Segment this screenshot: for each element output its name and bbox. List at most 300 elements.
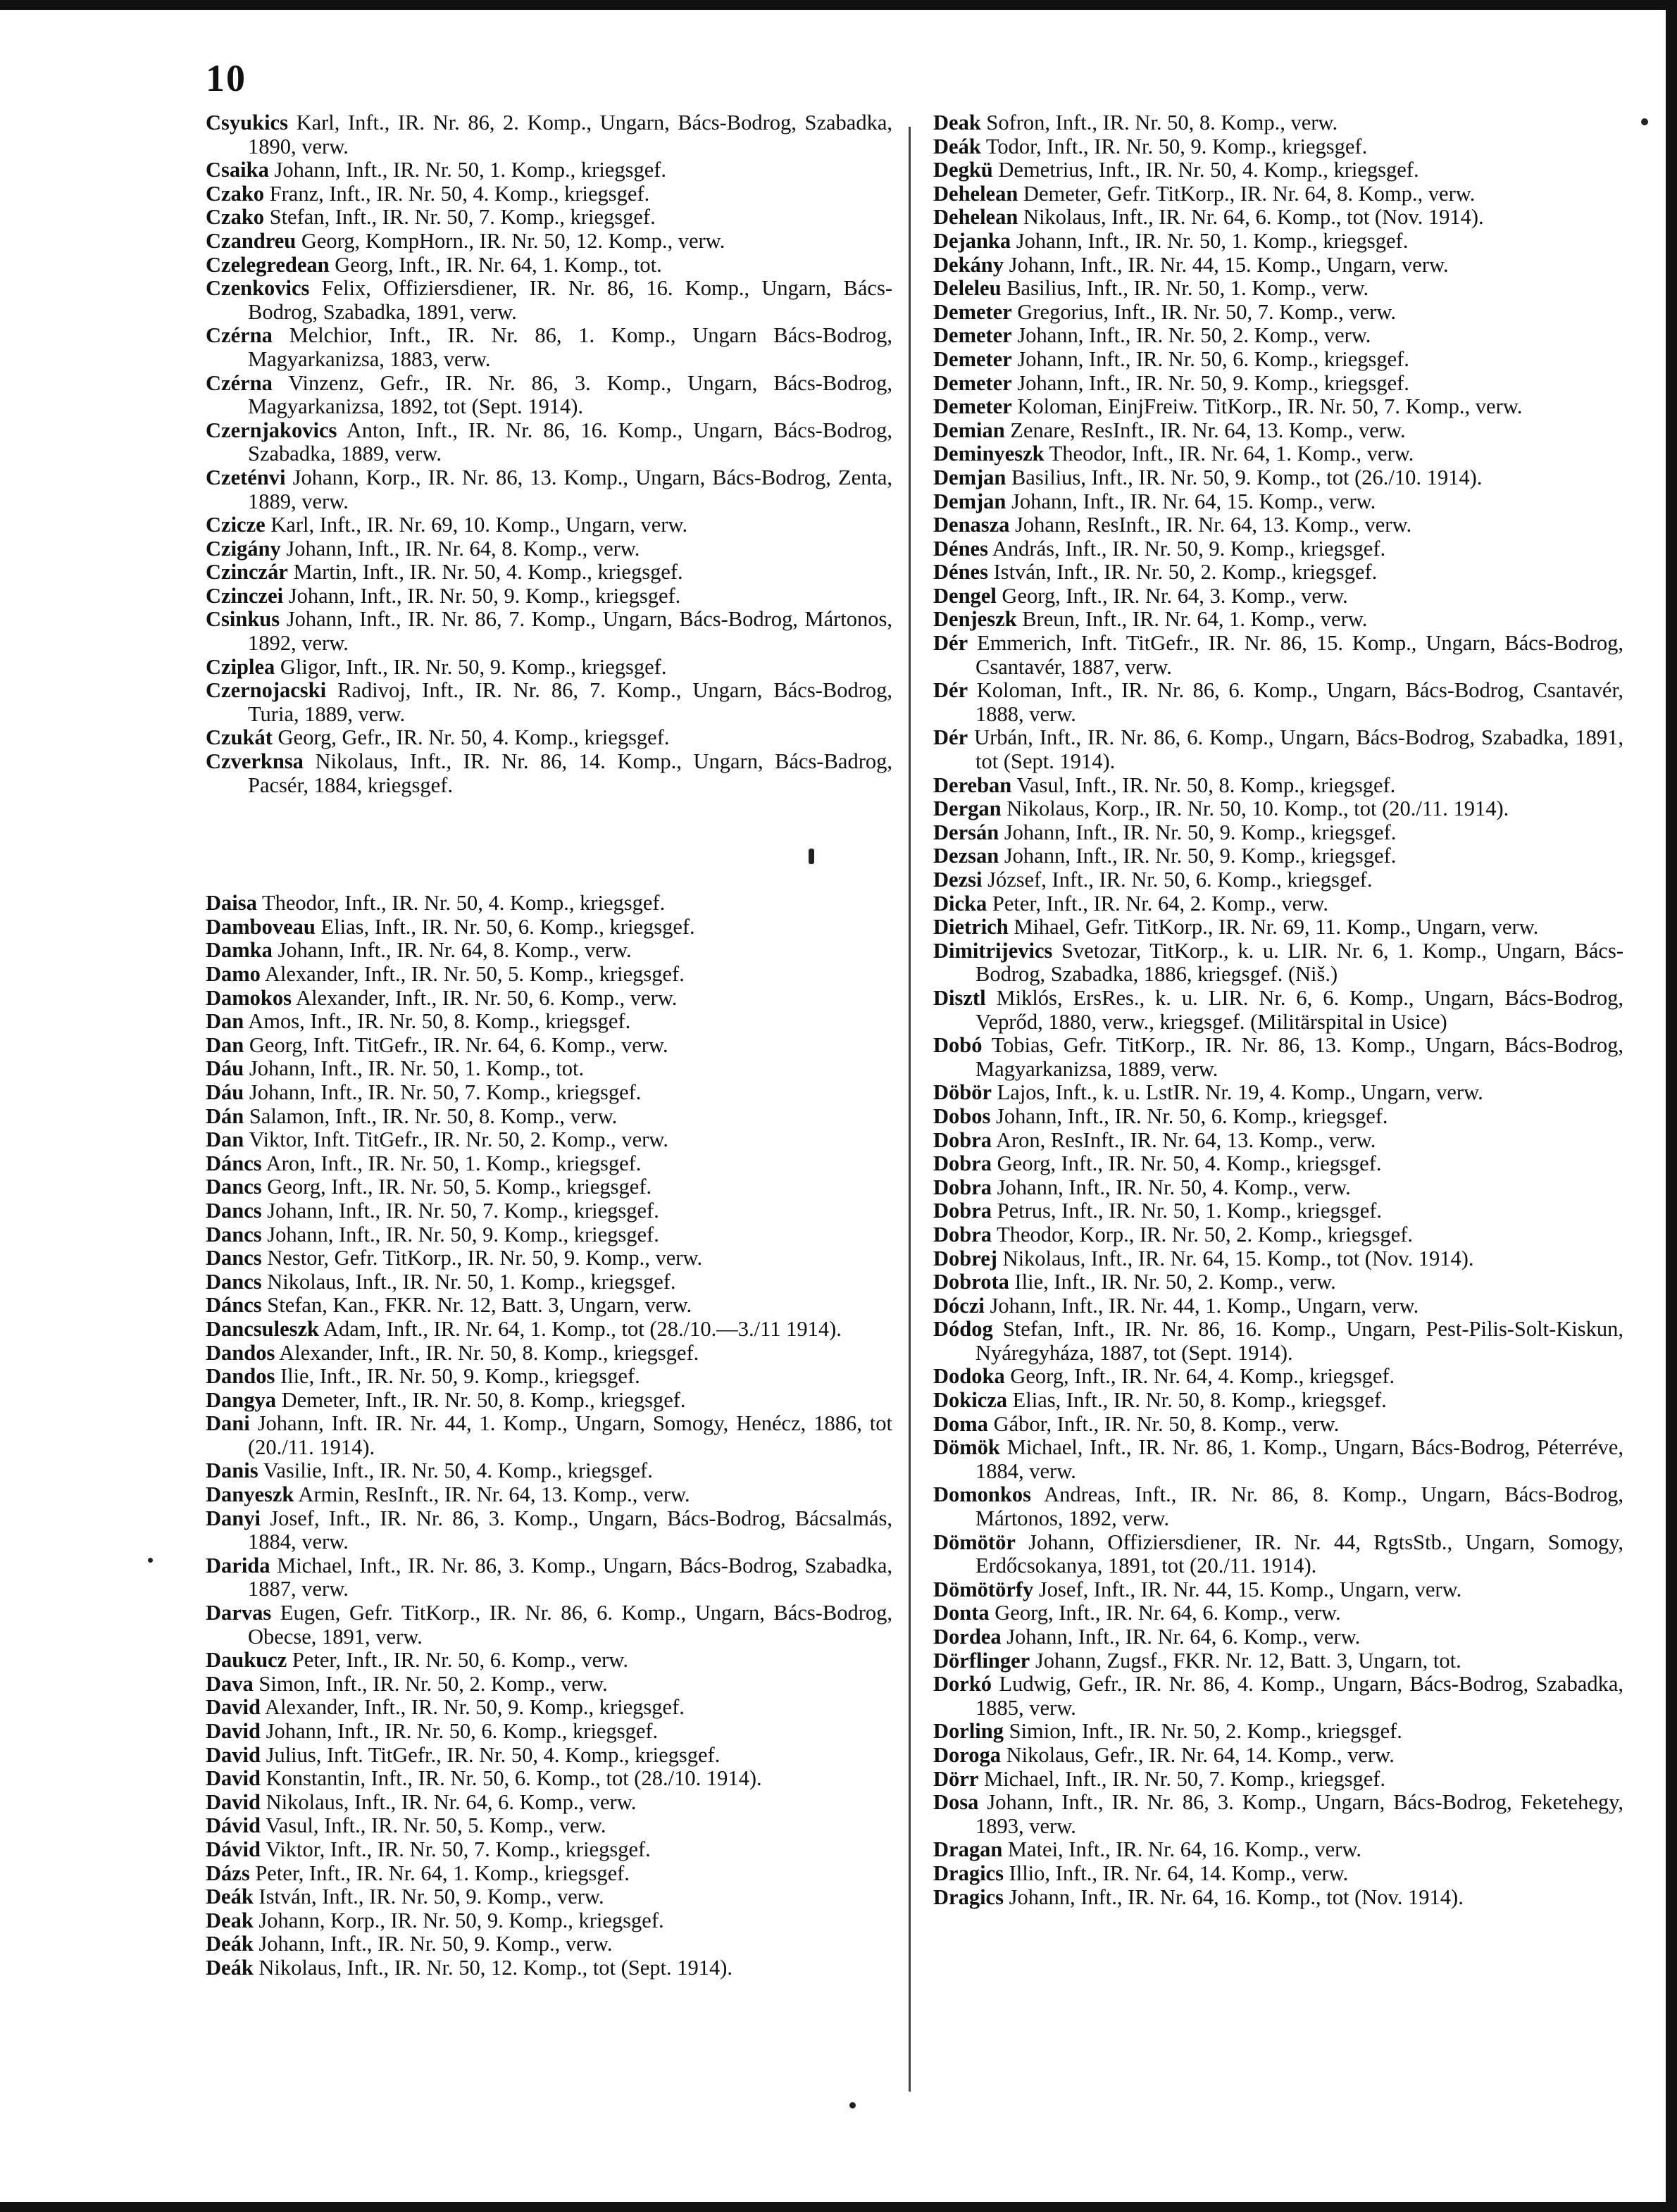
entry-surname: Demeter <box>933 299 1012 324</box>
casualty-entry <box>206 182 892 206</box>
entry-details: Lajos, Inft., k. u. LstIR. Nr. 19, 4. Komp., Ungarn, verw. <box>997 1080 1483 1105</box>
casualty-entry <box>206 585 892 608</box>
entry-surname: Darida <box>206 1553 270 1577</box>
casualty-entry <box>206 1152 892 1176</box>
casualty-entry <box>206 1696 892 1720</box>
entry-surname: Döbör <box>933 1080 992 1105</box>
casualty-entry <box>933 561 1623 585</box>
entry-details: Michael, Inft., IR. Nr. 86, 3. Komp., Ungarn, Bács-Bodrog, Szabadka, 1887, verw. <box>248 1553 892 1601</box>
entry-surname: David <box>206 1719 261 1743</box>
entry-surname: Dengel <box>933 583 997 608</box>
entry-surname: Dandos <box>206 1340 275 1365</box>
entry-details: Adam, Inft., IR. Nr. 64, 1. Komp., tot (28./10.—3./11 1914). <box>323 1316 842 1341</box>
entry-details: Tobias, Gefr. TitKorp., IR. Nr. 86, 13. Komp., Ungarn, Bács-Bodrog, Magyarkanizsa, 1889, verw. <box>975 1033 1623 1081</box>
entry-details: Aron, Inft., IR. Nr. 50, 1. Komp., kriegsgef. <box>266 1151 642 1175</box>
entry-surname: Dóczi <box>933 1293 985 1318</box>
entry-details: Urbán, Inft., IR. Nr. 86, 6. Komp., Ungarn, Bács-Bodrog, Szabadka, 1891, tot (Sept. 1914). <box>974 725 1623 774</box>
entry-surname: Daisa <box>206 891 257 916</box>
entry-details: Nestor, Gefr. TitKorp., IR. Nr. 50, 9. Komp., verw. <box>267 1246 703 1270</box>
entry-surname: Dénes <box>933 536 988 561</box>
entry-surname: Dobó <box>933 1033 983 1058</box>
entry-surname: Dergan <box>933 796 1002 821</box>
entry-surname: Dosa <box>933 1790 979 1815</box>
entry-surname: Denjeszk <box>933 607 1017 632</box>
casualty-entry <box>933 1673 1623 1720</box>
entry-surname: Dömötörfy <box>933 1577 1034 1601</box>
casualty-entry <box>206 1412 892 1459</box>
casualty-entry <box>206 1342 892 1366</box>
entry-details: Johann, Inft., IR. Nr. 50, 2. Komp., verw. <box>1017 323 1371 348</box>
entry-details: Melchior, Inft., IR. Nr. 86, 1. Komp., Ungarn Bács-Bodrog, Magyarkanizsa, 1883, verw. <box>248 323 893 371</box>
entry-details: Johann, Inft., IR. Nr. 44, 1. Komp., Ungarn, verw. <box>990 1293 1419 1318</box>
entry-surname: Czernojacski <box>206 678 327 703</box>
casualty-entry <box>206 1649 892 1673</box>
entry-surname: Czernjakovics <box>206 418 337 442</box>
casualty-entry <box>206 158 892 182</box>
entry-surname: Demeter <box>933 346 1012 371</box>
entry-surname: Dancsuleszk <box>206 1316 319 1341</box>
entry-surname: Deák <box>206 1955 254 1980</box>
entry-surname: Dáncs <box>206 1151 262 1175</box>
casualty-entry <box>206 1318 892 1342</box>
entry-details: Vasul, Inft., IR. Nr. 50, 5. Komp., verw. <box>266 1813 606 1838</box>
casualty-entry <box>933 135 1623 159</box>
entry-details: Georg, Inft., IR. Nr. 50, 4. Komp., kriegsgef. <box>997 1151 1382 1176</box>
entry-surname: Dereban <box>933 773 1012 797</box>
casualty-entry <box>933 1223 1623 1247</box>
entry-surname: Dandos <box>206 1364 275 1389</box>
entry-details: Johann, Inft., IR. Nr. 50, 7. Komp., kriegsgef. <box>249 1080 642 1104</box>
casualty-entry <box>206 1081 892 1105</box>
entry-details: Theodor, Inft., IR. Nr. 64, 1. Komp., verw. <box>1049 442 1414 466</box>
entry-details: Georg, Inft., IR. Nr. 64, 1. Komp., tot. <box>335 252 662 277</box>
casualty-entry <box>206 1554 892 1601</box>
entry-details: Stefan, Kan., FKR. Nr. 12, Batt. 3, Ungarn, verw. <box>267 1293 692 1318</box>
casualty-entry <box>206 1270 892 1294</box>
casualty-entry <box>206 206 892 230</box>
casualty-entry <box>206 1128 892 1152</box>
entry-details: Johann, Inft., IR. Nr. 50, 6. Komp., kriegsgef. <box>995 1104 1388 1128</box>
casualty-entry <box>933 1176 1623 1200</box>
entry-details: Georg, Inft., IR. Nr. 50, 5. Komp., kriegsgef. <box>267 1175 652 1199</box>
entry-surname: Cziplea <box>206 654 275 679</box>
casualty-entry <box>206 1483 892 1507</box>
entry-details: Josef, Inft., IR. Nr. 86, 3. Komp., Ungarn, Bács-Bodrog, Bácsalmás, 1884, verw. <box>248 1506 892 1554</box>
casualty-entry <box>933 1791 1623 1838</box>
casualty-entry <box>206 1175 892 1199</box>
entry-surname: Denasza <box>933 513 1010 537</box>
casualty-entry <box>206 372 892 419</box>
entry-details: Vinzenz, Gefr., IR. Nr. 86, 3. Komp., Ungarn, Bács-Bodrog, Magyarkanizsa, 1892, tot (Sept. 1914). <box>248 370 892 419</box>
entry-surname: Deák <box>933 134 981 158</box>
entry-surname: Deak <box>933 111 981 135</box>
entry-surname: Czukát <box>206 725 273 750</box>
entry-surname: Dekány <box>933 252 1004 277</box>
casualty-entry <box>206 1010 892 1034</box>
entry-details: Alexander, Inft., IR. Nr. 50, 9. Komp., kriegsgef. <box>264 1695 685 1720</box>
entry-details: Johann, Inft., IR. Nr. 50, 9. Komp., kriegsgef. <box>1004 844 1397 868</box>
entry-details: Todor, Inft., IR. Nr. 50, 9. Komp., kriegsgef. <box>985 134 1368 158</box>
entry-details: Johann, Korp., IR. Nr. 86, 13. Komp., Ungarn, Bács-Bodrog, Zenta, 1889, verw. <box>248 465 893 513</box>
entry-details: Georg, Inft., IR. Nr. 64, 6. Komp., verw. <box>995 1601 1341 1625</box>
casualty-entry <box>206 1956 892 1980</box>
entry-surname: Donta <box>933 1601 990 1625</box>
entry-details: Demeter, Inft., IR. Nr. 50, 8. Komp., kriegsgef. <box>281 1387 686 1412</box>
casualty-entry <box>206 916 892 939</box>
entry-details: Johann, Inft., IR. Nr. 64, 8. Komp., verw. <box>278 938 632 963</box>
entry-surname: Czeténvi <box>206 465 286 489</box>
entry-surname: Dimitrijevics <box>933 938 1053 963</box>
entry-details: Georg, Inft. TitGefr., IR. Nr. 64, 6. Komp., verw. <box>249 1032 668 1057</box>
entry-details: Martin, Inft., IR. Nr. 50, 4. Komp., kriegsgef. <box>293 560 683 585</box>
entry-surname: Dörflinger <box>933 1648 1030 1673</box>
entry-surname: Danis <box>206 1458 258 1483</box>
casualty-entry <box>933 585 1623 608</box>
casualty-entry <box>933 1247 1623 1271</box>
entry-details: Alexander, Inft., IR. Nr. 50, 8. Komp., kriegsgef. <box>279 1340 699 1365</box>
casualty-entry <box>206 513 892 537</box>
casualty-entry <box>206 1932 892 1956</box>
entry-surname: Dobra <box>933 1222 992 1246</box>
casualty-entry <box>933 1483 1623 1530</box>
entry-surname: Dodoka <box>933 1364 1005 1389</box>
entry-surname: Dokicza <box>933 1388 1008 1413</box>
entry-details: Johann, Zugsf., FKR. Nr. 12, Batt. 3, Ungarn, tot. <box>1035 1648 1461 1673</box>
casualty-entry <box>933 1152 1623 1176</box>
casualty-entry <box>933 844 1623 868</box>
entry-surname: Dobos <box>933 1104 991 1128</box>
casualty-entry <box>933 1720 1623 1744</box>
casualty-entry <box>206 1459 892 1483</box>
casualty-entry <box>206 230 892 254</box>
entry-details: András, Inft., IR. Nr. 50, 9. Komp., kriegsgef. <box>992 536 1386 561</box>
entry-details: Johann, Offiziersdiener, IR. Nr. 44, RgtsStb., Ungarn, Somogy, Erdőcsokanya, 1891, tot (20./11. 1914). <box>975 1530 1624 1578</box>
casualty-entry <box>933 513 1623 537</box>
entry-surname: Damboveau <box>206 914 316 939</box>
entry-details: Vasul, Inft., IR. Nr. 50, 8. Komp., kriegsgef. <box>1016 773 1396 797</box>
entry-details: Gábor, Inft., IR. Nr. 50, 8. Komp., verw. <box>993 1411 1340 1436</box>
entry-surname: Deak <box>206 1908 254 1932</box>
casualty-entry <box>206 537 892 561</box>
casualty-entry <box>206 1246 892 1270</box>
entry-surname: Dáncs <box>206 1293 262 1318</box>
casualty-entry <box>206 679 892 726</box>
casualty-entry <box>206 1294 892 1318</box>
casualty-entry <box>933 1768 1623 1792</box>
entry-details: Illio, Inft., IR. Nr. 64, 14. Komp., verw. <box>1009 1861 1349 1885</box>
casualty-entry <box>933 1436 1623 1483</box>
casualty-entry <box>933 608 1623 632</box>
entry-details: Demetrius, Inft., IR. Nr. 50, 4. Komp., kriegsgef. <box>998 158 1419 182</box>
entry-details: Johann, Inft., IR. Nr. 50, 6. Komp., kriegsgef. <box>266 1719 659 1743</box>
entry-surname: Demjan <box>933 489 1006 513</box>
casualty-entry <box>933 1531 1623 1578</box>
entry-details: Peter, Inft., IR. Nr. 64, 2. Komp., verw. <box>992 891 1328 916</box>
entry-details: Johann, Inft., IR. Nr. 50, 4. Komp., verw. <box>997 1175 1351 1199</box>
entry-surname: Demeter <box>933 323 1012 348</box>
entry-details: Georg, Inft., IR. Nr. 64, 3. Komp., verw. <box>1002 583 1348 608</box>
casualty-entry <box>206 892 892 916</box>
entry-surname: Deák <box>206 1932 254 1956</box>
entry-details: Matei, Inft., IR. Nr. 64, 16. Komp., verw. <box>1007 1837 1361 1862</box>
casualty-entry <box>933 1365 1623 1389</box>
casualty-entry <box>933 868 1623 892</box>
casualty-entry <box>933 230 1623 254</box>
entry-details: Aron, ResInft., IR. Nr. 64, 13. Komp., verw. <box>995 1127 1376 1152</box>
entry-details: Theodor, Inft., IR. Nr. 50, 4. Komp., kriegsgef. <box>261 891 666 916</box>
casualty-entry <box>206 656 892 680</box>
entry-details: Peter, Inft., IR. Nr. 64, 1. Komp., kriegsgef. <box>255 1861 630 1885</box>
entry-details: Georg, Gefr., IR. Nr. 50, 4. Komp., kriegsgef. <box>278 725 670 750</box>
casualty-entry <box>206 939 892 963</box>
casualty-entry <box>206 277 892 324</box>
entry-details: Johann, Inft., IR. Nr. 50, 1. Komp., kriegsgef. <box>274 158 667 182</box>
casualty-entry <box>933 1199 1623 1223</box>
entry-details: Johann, Inft., IR. Nr. 44, 15. Komp., Ungarn, verw. <box>1009 252 1449 277</box>
entry-surname: Dér <box>933 631 968 656</box>
entry-surname: Dehelean <box>933 181 1018 206</box>
entry-surname: Dancs <box>206 1269 262 1294</box>
entry-surname: Deleleu <box>933 276 1002 301</box>
casualty-entry <box>933 1649 1623 1673</box>
casualty-entry <box>933 442 1623 466</box>
casualty-entry <box>933 277 1623 301</box>
casualty-entry <box>933 372 1623 396</box>
entry-surname: Dancs <box>206 1222 262 1246</box>
entry-details: Nikolaus, Inft., IR. Nr. 50, 1. Komp., kriegsgef. <box>267 1269 676 1294</box>
entry-details: Mihael, Gefr. TitKorp., IR. Nr. 69, 11. Komp., Ungarn, verw. <box>1014 915 1539 939</box>
entry-details: Johann, ResInft., IR. Nr. 64, 13. Komp., verw. <box>1015 513 1412 537</box>
entry-surname: Dancs <box>206 1246 262 1270</box>
entry-details: Gregorius, Inft., IR. Nr. 50, 7. Komp., verw. <box>1017 299 1396 324</box>
entry-surname: Damo <box>206 962 261 986</box>
entry-surname: Czinczei <box>206 583 284 608</box>
casualty-entry <box>933 1413 1623 1437</box>
column-divider <box>909 127 911 2092</box>
casualty-entry <box>206 1885 892 1909</box>
entry-details: Karl, Inft., IR. Nr. 69, 10. Komp., Ungarn, verw. <box>270 513 688 537</box>
entry-details: Breun, Inft., IR. Nr. 64, 1. Komp., verw. <box>1022 607 1368 632</box>
entry-surname: Dobra <box>933 1127 992 1152</box>
casualty-entry <box>933 182 1623 206</box>
casualty-entry <box>206 750 892 797</box>
casualty-entry <box>933 1129 1623 1153</box>
casualty-entry <box>206 1199 892 1223</box>
entry-details: Anton, Inft., IR. Nr. 86, 16. Komp., Ungarn, Bács-Bodrog, Szabadka, 1889, verw. <box>248 418 892 466</box>
entry-surname: Dódog <box>933 1317 993 1342</box>
entry-details: Nikolaus, Inft., IR. Nr. 50, 12. Komp., tot (Sept. 1914). <box>258 1955 733 1980</box>
entry-surname: Dicka <box>933 891 987 916</box>
casualty-entry <box>206 1767 892 1791</box>
entry-surname: Czako <box>206 181 265 206</box>
entry-surname: Danyi <box>206 1506 261 1530</box>
entry-surname: Dobrej <box>933 1246 997 1270</box>
casualty-entry <box>206 254 892 277</box>
entry-surname: Dan <box>206 1127 244 1152</box>
entry-details: Basilius, Inft., IR. Nr. 50, 9. Komp., tot (26./10. 1914). <box>1011 465 1483 489</box>
casualty-entry <box>933 939 1623 987</box>
entry-details: Josef, Inft., IR. Nr. 44, 15. Komp., Ungarn, verw. <box>1038 1577 1462 1601</box>
entry-details: Nikolaus, Inft., IR. Nr. 86, 14. Komp., Ungarn, Bács-Badrog, Pacsér, 1884, kriegsgef. <box>248 749 892 797</box>
entry-details: Salamon, Inft., IR. Nr. 50, 8. Komp., verw. <box>249 1104 618 1128</box>
entry-surname: Dani <box>206 1411 250 1436</box>
ink-speck <box>148 1558 153 1563</box>
entry-surname: Dénes <box>933 560 988 585</box>
entry-surname: Dancs <box>206 1175 262 1199</box>
entry-details: Johann, Inft., IR. Nr. 50, 1. Komp., kriegsgef. <box>1016 228 1409 253</box>
entry-details: Ludwig, Gefr., IR. Nr. 86, 4. Komp., Ungarn, Bács-Bodrog, Szabadka, 1885, verw. <box>975 1672 1624 1720</box>
entry-details: Johann, Inft., IR. Nr. 50, 9. Komp., kriegsgef. <box>288 583 681 608</box>
entry-surname: Czigány <box>206 536 281 561</box>
entry-surname: Dáu <box>206 1056 244 1081</box>
scan-border-top <box>0 0 1677 10</box>
entry-details: Johann, Inft., IR. Nr. 86, 3. Komp., Ungarn, Bács-Bodrog, Feketehegy, 1893, verw. <box>975 1790 1624 1838</box>
entry-details: Viktor, Inft. TitGefr., IR. Nr. 50, 2. Komp., verw. <box>249 1127 668 1152</box>
entry-details: József, Inft., IR. Nr. 50, 6. Komp., kriegsgef. <box>987 868 1373 892</box>
entry-details: Basilius, Inft., IR. Nr. 50, 1. Komp., verw. <box>1006 276 1369 301</box>
entry-details: Miklós, ErsRes., k. u. LIR. Nr. 6, 6. Komp., Ungarn, Bács-Bodrog, Veprőd, 1880, verw., kriegsgef. (Militärspital in Usice) <box>975 985 1624 1034</box>
casualty-entry <box>206 324 892 371</box>
casualty-entry <box>933 1270 1623 1294</box>
entry-details: Stefan, Inft., IR. Nr. 50, 7. Komp., kriegsgef. <box>269 205 656 230</box>
entry-surname: Dávid <box>206 1813 261 1838</box>
entry-details: Johann, Inft., IR. Nr. 50, 9. Komp., kriegsgef. <box>1004 820 1397 844</box>
entry-details: Johann, Inft., IR. Nr. 86, 7. Komp., Ungarn, Bács-Bodrog, Mártonos, 1892, verw. <box>248 607 893 656</box>
entry-details: Eugen, Gefr. TitKorp., IR. Nr. 86, 6. Komp., Ungarn, Bács-Bodrog, Obecse, 1891, verw. <box>248 1601 893 1649</box>
entry-details: Svetozar, TitKorp., k. u. LIR. Nr. 6, 1. Komp., Ungarn, Bács-Bodrog, Szabadka, 1886, kriegsgef. (Niš.) <box>975 938 1623 987</box>
section-gap <box>206 797 892 892</box>
casualty-entry <box>206 1507 892 1554</box>
entry-surname: Czako <box>206 205 265 230</box>
entry-surname: Dorkó <box>933 1672 992 1697</box>
casualty-entry <box>206 1389 892 1413</box>
entry-surname: Demeter <box>933 370 1012 395</box>
entry-details: Gligor, Inft., IR. Nr. 50, 9. Komp., kriegsgef. <box>280 654 667 679</box>
casualty-entry <box>933 726 1623 773</box>
entry-surname: Czérna <box>206 323 273 348</box>
left-column <box>206 111 892 1980</box>
entry-details: Demeter, Gefr. TitKorp., IR. Nr. 64, 8. Komp., verw. <box>1023 181 1476 206</box>
ink-speck <box>1641 118 1648 125</box>
casualty-entry <box>933 419 1623 443</box>
casualty-entry <box>206 561 892 585</box>
entry-details: Ilie, Inft., IR. Nr. 50, 2. Komp., verw. <box>1014 1270 1336 1294</box>
casualty-entry <box>206 987 892 1011</box>
casualty-entry <box>933 797 1623 821</box>
entry-surname: Dan <box>206 1009 244 1034</box>
entry-surname: Dordea <box>933 1625 1002 1649</box>
entry-surname: Degkü <box>933 158 993 182</box>
entry-surname: Dobrota <box>933 1270 1009 1294</box>
entry-surname: Dragics <box>933 1861 1004 1885</box>
entry-surname: Czicze <box>206 513 266 537</box>
entry-details: Nikolaus, Inft., IR. Nr. 64, 15. Komp., tot (Nov. 1914). <box>1002 1246 1474 1270</box>
entry-details: Johann, Inft., IR. Nr. 50, 9. Komp., verw. <box>258 1932 613 1956</box>
ink-speck <box>849 2102 856 2108</box>
entry-surname: Disztl <box>933 985 986 1010</box>
casualty-entry <box>933 395 1623 419</box>
casualty-entry <box>206 1791 892 1815</box>
casualty-entry <box>206 1909 892 1933</box>
entry-surname: Demjan <box>933 465 1006 489</box>
entry-surname: Czérna <box>206 370 273 395</box>
casualty-entry <box>206 1673 892 1697</box>
entry-surname: Czverknsa <box>206 749 304 774</box>
entry-details: Georg, Inft., IR. Nr. 64, 4. Komp., kriegsgef. <box>1010 1364 1395 1389</box>
casualty-entry <box>933 1105 1623 1129</box>
entry-details: Nikolaus, Korp., IR. Nr. 50, 10. Komp., tot (20./11. 1914). <box>1006 796 1509 821</box>
entry-surname: Demeter <box>933 394 1012 419</box>
entry-details: Zenare, ResInft., IR. Nr. 64, 13. Komp., verw. <box>1010 418 1406 442</box>
entry-details: Simon, Inft., IR. Nr. 50, 2. Komp., verw. <box>258 1671 608 1696</box>
casualty-entry <box>933 1601 1623 1625</box>
entry-surname: Dancs <box>206 1198 262 1223</box>
entry-details: Emmerich, Inft. TitGefr., IR. Nr. 86, 15. Komp., Ungarn, Bács-Bodrog, Csantavér, 1887, verw. <box>975 631 1623 679</box>
entry-surname: Deák <box>206 1885 254 1909</box>
casualty-entry <box>206 111 892 158</box>
entry-surname: Doma <box>933 1411 988 1436</box>
casualty-entry <box>933 111 1623 135</box>
casualty-entry <box>933 324 1623 348</box>
entry-details: Nikolaus, Inft., IR. Nr. 64, 6. Komp., verw. <box>266 1789 637 1814</box>
entry-details: Georg, KompHorn., IR. Nr. 50, 12. Komp., verw. <box>301 228 725 253</box>
entry-surname: Damka <box>206 938 273 963</box>
entry-surname: Dázs <box>206 1861 250 1885</box>
entry-surname: Deminyeszk <box>933 442 1045 466</box>
casualty-entry <box>933 679 1623 726</box>
casualty-entry <box>933 821 1623 845</box>
casualty-entry <box>933 1744 1623 1768</box>
entry-details: Konstantin, Inft., IR. Nr. 50, 6. Komp., tot (28./10. 1914). <box>266 1766 762 1791</box>
casualty-entry <box>933 892 1623 916</box>
entry-details: Johann, Inft., IR. Nr. 50, 6. Komp., kriegsgef. <box>1017 346 1409 371</box>
casualty-entry <box>206 1105 892 1129</box>
entry-details: Johann, Inft. IR. Nr. 44, 1. Komp., Ungarn, Somogy, Henécz, 1886, tot (20./11. 1914). <box>248 1411 893 1459</box>
entry-details: Johann, Inft., IR. Nr. 50, 7. Komp., kriegsgef. <box>267 1198 659 1223</box>
entry-details: Johann, Inft., IR. Nr. 64, 16. Komp., tot (Nov. 1914). <box>1009 1885 1464 1909</box>
casualty-entry <box>933 1625 1623 1649</box>
entry-surname: Danyeszk <box>206 1482 294 1507</box>
casualty-entry <box>206 1720 892 1744</box>
entry-surname: Damokos <box>206 985 292 1010</box>
entry-details: Johann, Inft., IR. Nr. 50, 9. Komp., kriegsgef. <box>267 1222 659 1246</box>
entry-surname: Dömök <box>933 1435 1000 1460</box>
casualty-entry <box>206 1744 892 1768</box>
casualty-entry <box>206 419 892 466</box>
casualty-entry <box>933 254 1623 277</box>
entry-surname: Dörr <box>933 1766 979 1791</box>
entry-details: István, Inft., IR. Nr. 50, 9. Komp., verw. <box>258 1885 604 1909</box>
entry-details: Johann, Inft., IR. Nr. 64, 6. Komp., verw. <box>1006 1625 1361 1649</box>
entry-details: Johann, Inft., IR. Nr. 50, 9. Komp., kriegsgef. <box>1017 370 1409 395</box>
entry-details: István, Inft., IR. Nr. 50, 2. Komp., kriegsgef. <box>993 560 1378 585</box>
casualty-entry <box>206 1862 892 1886</box>
entry-details: Michael, Inft., IR. Nr. 86, 1. Komp., Ungarn, Bács-Bodrog, Péterréve, 1884, verw. <box>975 1435 1623 1483</box>
casualty-entry <box>206 1601 892 1649</box>
entry-surname: Csaika <box>206 158 269 182</box>
casualty-entry <box>933 1034 1623 1081</box>
casualty-entry <box>933 490 1623 514</box>
entry-details: Johann, Inft., IR. Nr. 64, 15. Komp., verw. <box>1011 489 1376 513</box>
entry-surname: David <box>206 1766 261 1791</box>
casualty-entry <box>933 1081 1623 1105</box>
casualty-entry <box>206 726 892 750</box>
entry-surname: Dersán <box>933 820 999 844</box>
entry-surname: Czinczár <box>206 560 288 585</box>
ink-speck <box>809 849 814 864</box>
casualty-entry <box>933 987 1623 1034</box>
casualty-entry <box>206 1034 892 1058</box>
